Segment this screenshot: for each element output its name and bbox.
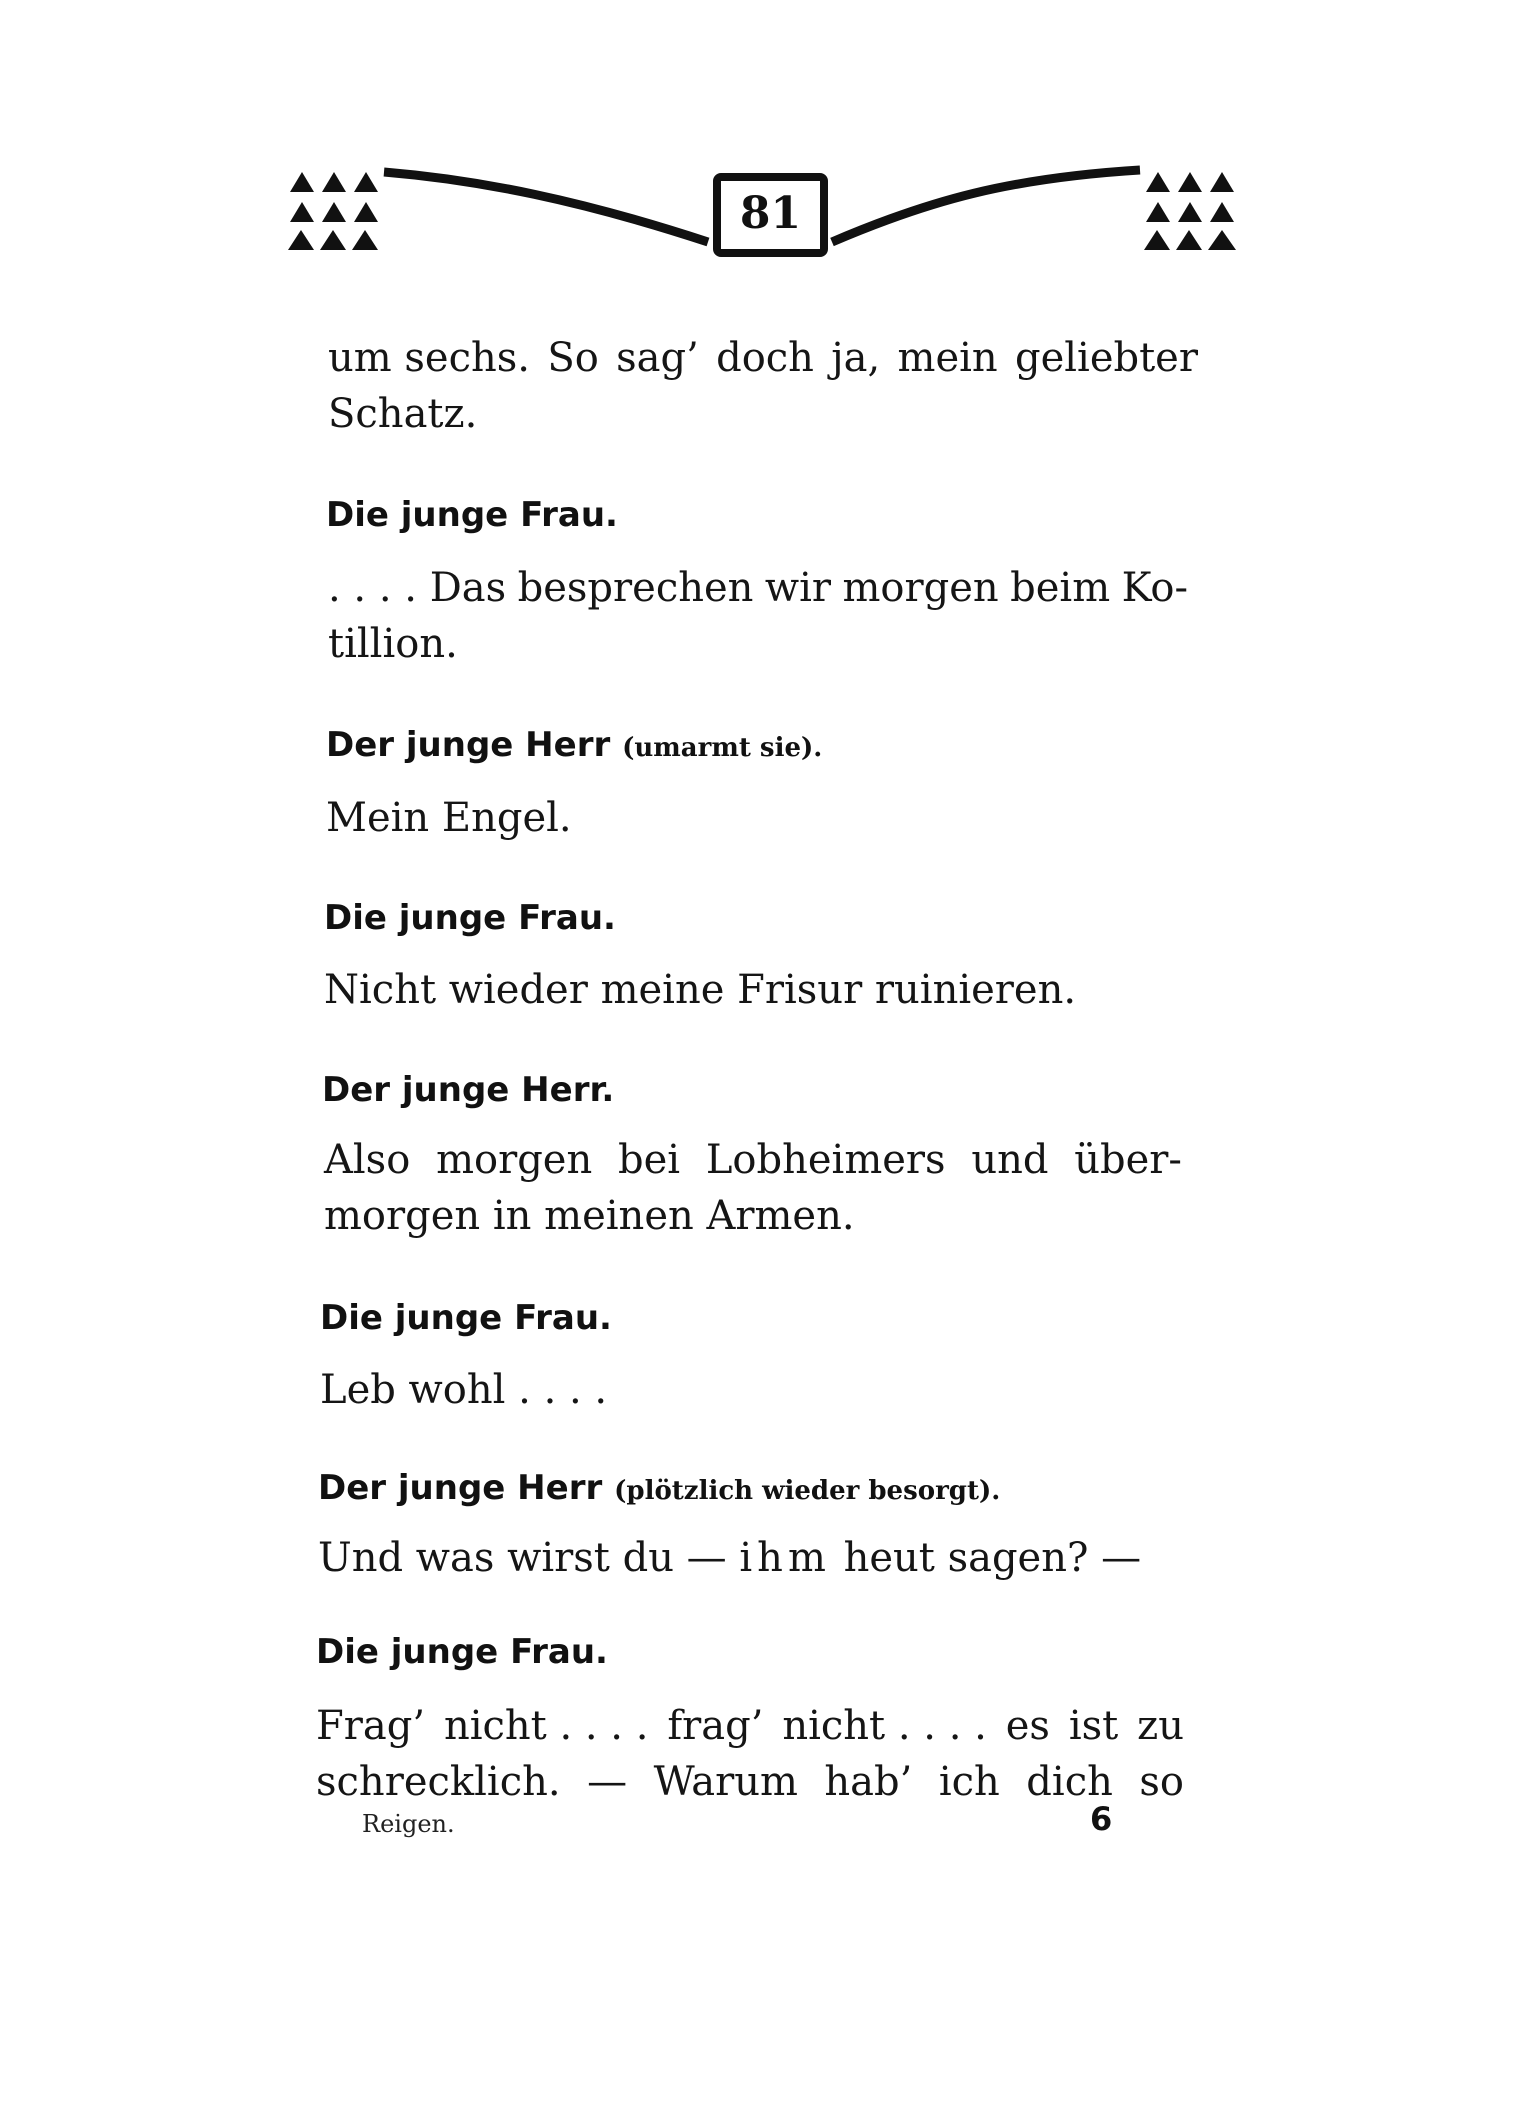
speaker-1 <box>0 495 1538 535</box>
word: besprechen <box>517 565 754 611</box>
paragraph-8 <box>0 1698 1538 1810</box>
word: Warum <box>653 1759 798 1805</box>
speaker-name: Der junge Herr. <box>322 1070 615 1110</box>
word: und <box>971 1137 1049 1183</box>
page-header-ornament <box>280 150 1250 280</box>
text-part: Und was wirst du — <box>318 1535 727 1581</box>
word: doch <box>716 335 814 381</box>
word: hab’ <box>824 1759 913 1805</box>
word: morgen <box>842 565 999 611</box>
word: morgen <box>436 1137 593 1183</box>
word: geliebter <box>1014 335 1198 381</box>
speaker-name: Der junge Herr <box>318 1468 603 1508</box>
word: nicht . . . . <box>782 1703 987 1749</box>
word: so <box>1139 1759 1184 1805</box>
speaker-4 <box>0 1070 1538 1110</box>
right-triangle-cluster <box>1144 172 1236 250</box>
word: zu <box>1137 1703 1184 1749</box>
stage-direction: (umarmt sie). <box>622 733 823 763</box>
word: mein <box>897 335 998 381</box>
speaker-name: Die junge Frau. <box>320 1298 612 1338</box>
word: frag’ <box>667 1703 764 1749</box>
paragraph-2-line-1 <box>328 560 1188 616</box>
word: nicht . . . . <box>443 1703 649 1749</box>
paragraph-4-line-1: Nicht wieder meine Frisur ruinieren. <box>324 967 1077 1013</box>
footer-signature-mark: 6 <box>1090 1800 1113 1838</box>
paragraph-7-line-1 <box>318 1530 1538 1586</box>
speaker-name: Die junge Frau. <box>316 1632 608 1672</box>
speaker-name: Der junge Herr <box>326 725 611 765</box>
word: ja, <box>831 335 881 381</box>
stage-direction: (plötzlich wieder besorgt). <box>614 1476 1001 1506</box>
word: . . . . Das <box>328 565 507 611</box>
word: sag’ <box>616 335 699 381</box>
paragraph-4 <box>0 962 1538 1018</box>
word: ich <box>938 1759 1000 1805</box>
paragraph-8-line-2 <box>316 1754 1184 1810</box>
speaker-3 <box>0 898 1538 938</box>
word: über- <box>1074 1137 1182 1183</box>
paragraph-6 <box>0 1362 1538 1418</box>
speaker-name: Die junge Frau. <box>326 495 618 535</box>
word: ist <box>1068 1703 1119 1749</box>
emphasized-word: ihm <box>739 1535 831 1581</box>
paragraph-5 <box>0 1132 1538 1244</box>
paragraph-5-line-1 <box>324 1132 1182 1188</box>
word: Also <box>324 1137 411 1183</box>
paragraph-8-line-1 <box>316 1698 1184 1754</box>
page-number: 81 <box>739 187 802 239</box>
speaker-6 <box>0 1468 1538 1508</box>
speaker-5 <box>0 1298 1538 1338</box>
paragraph-1-line-2: Schatz. <box>328 391 478 437</box>
paragraph-6-line-1: Leb wohl . . . . <box>320 1367 608 1413</box>
word: bei <box>618 1137 681 1183</box>
word: schrecklich. <box>316 1759 561 1805</box>
footer-book-title: Reigen. <box>362 1810 455 1838</box>
paragraph-3 <box>0 790 1538 846</box>
word: So <box>547 335 599 381</box>
paragraph-2-line-2: tillion. <box>328 621 458 667</box>
paragraph-5-line-2: morgen in meinen Armen. <box>324 1193 855 1239</box>
paragraph-2 <box>0 560 1538 672</box>
word: beim <box>1010 565 1111 611</box>
word: Lobheimers <box>705 1137 946 1183</box>
paragraph-7 <box>0 1530 1538 1586</box>
paragraph-3-line-1: Mein Engel. <box>326 795 572 841</box>
paragraph-1-line-1 <box>328 330 1198 386</box>
speaker-2 <box>0 725 1538 765</box>
speaker-7 <box>0 1632 1538 1672</box>
word: Frag’ <box>316 1703 426 1749</box>
paragraph-1 <box>0 330 1538 442</box>
left-triangle-cluster <box>288 172 378 250</box>
word: Ko- <box>1121 565 1188 611</box>
word: es <box>1005 1703 1050 1749</box>
speaker-name: Die junge Frau. <box>324 898 616 938</box>
word: — <box>587 1759 628 1805</box>
word: um sechs. <box>328 335 531 381</box>
text-part: heut sagen? — <box>843 1535 1142 1581</box>
word: dich <box>1026 1759 1113 1805</box>
word: wir <box>764 565 832 611</box>
